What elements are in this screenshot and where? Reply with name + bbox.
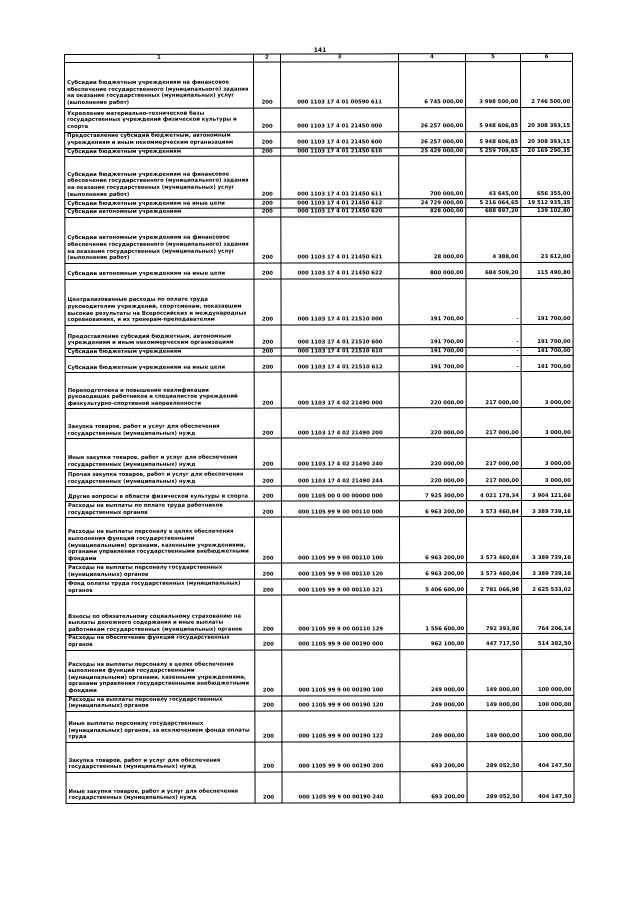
table-row: [65, 372, 573, 409]
row-executed-cell: 447 717,50: [467, 634, 522, 649]
row-executed-cell: 217 000,00: [466, 408, 521, 438]
row-remaining-cell: 100 000,00: [522, 710, 574, 741]
header-cell-executed: 5: [466, 54, 521, 62]
row-executed-cell: 688 897,20: [466, 208, 521, 217]
row-executed-cell: 3 998 500,00: [466, 61, 521, 107]
row-remaining-cell: 2 746 500,00: [521, 61, 573, 107]
row-plan-cell: 962 100,00: [400, 634, 467, 649]
row-name-cell: Расходы на выплаты персоналу государственных (муниципальных) органов: [66, 563, 255, 579]
row-code-cell: 200: [254, 132, 281, 148]
row-code-cell: 200: [254, 348, 281, 357]
row-remaining-cell: 3 389 739,16: [521, 501, 573, 517]
row-remaining-cell: 20 308 393,15: [521, 107, 573, 131]
row-executed-cell: 3 573 460,84: [467, 563, 522, 579]
row-code-cell: 200: [254, 501, 281, 517]
row-plan-cell: 6 963 200,00: [399, 517, 466, 563]
row-kbk-cell: 000 1105 99 9 00 00110 121: [282, 579, 400, 595]
row-remaining-cell: 20 308 393,15: [521, 131, 573, 147]
header-cell-plan: 4: [399, 54, 466, 62]
table-row: [66, 771, 574, 803]
row-executed-cell: 5 948 606,85: [466, 107, 521, 131]
table-row: [65, 408, 573, 439]
table-row: [65, 324, 573, 348]
table-row: [65, 278, 573, 325]
row-name-cell: Иные закупки товаров, работ и услуг для обеспечения государственных (муниципальных) нужд: [66, 772, 255, 803]
row-name-cell: Субсидии автономным учреждениям на иные цели: [65, 263, 254, 279]
row-kbk-cell: 000 1105 99 9 00 00190 240: [282, 772, 400, 803]
row-code-cell: 200: [254, 156, 281, 199]
row-plan-cell: 220 000,00: [399, 408, 466, 438]
row-name-cell: Субсидии бюджетным учреждениям: [65, 148, 254, 157]
row-plan-cell: 220 000,00: [399, 469, 466, 486]
row-remaining-cell: 191 700,00: [521, 347, 573, 356]
row-kbk-cell: 000 1103 17 4 01 21510 610: [281, 348, 399, 357]
row-kbk-cell: 000 1103 17 4 01 21510 600: [281, 325, 399, 348]
row-name-cell: Расходы на выплаты персоналу в целях обеспечения выполнения функций государственными (муниципальными) органами, казенными учреждениями, органами управления государственными внебюджетными фондами: [65, 517, 254, 563]
row-remaining-cell: 3 389 739,16: [522, 563, 574, 579]
row-kbk-cell: 000 1103 17 4 02 21490 200: [281, 408, 399, 438]
row-plan-cell: 25 429 000,00: [399, 147, 466, 156]
row-name-cell: Предоставление субсидий бюджетным, автономным учреждениям и иным некоммерческим организациям: [65, 132, 254, 148]
row-kbk-cell: 000 1103 17 4 01 21450 611: [281, 156, 399, 199]
row-code-cell: 200: [254, 217, 281, 263]
row-code-cell: 200: [254, 263, 281, 279]
header-cell-kbk: 3: [281, 54, 399, 62]
row-name-cell: Субсидии автономным учреждениям на финансовое обеспечение государственного (муниципального) задания на оказание государственных (муниципальных) услуг (выполнение работ): [65, 217, 254, 263]
header-cell-name: 1: [65, 54, 254, 62]
row-kbk-cell: 000 1103 17 4 01 21450 622: [281, 263, 399, 279]
row-kbk-cell: 000 1103 17 4 01 00590 611: [281, 61, 399, 107]
row-name-cell: Фонд оплаты труда государственных (муниципальных) органов: [66, 579, 255, 595]
row-remaining-cell: 19 512 935,35: [521, 199, 573, 208]
row-kbk-cell: 000 1103 17 4 01 21510 000: [281, 279, 399, 325]
row-kbk-cell: 000 1103 17 4 02 21490 000: [281, 372, 399, 408]
row-code-cell: 200: [254, 372, 281, 408]
row-name-cell: Закупка товаров, работ и услуг для обеспечения государственных (муниципальных) нужд: [65, 408, 254, 438]
row-code-cell: 200: [254, 208, 281, 217]
row-kbk-cell: 000 1105 99 9 00 00110 129: [282, 595, 400, 634]
row-plan-cell: 191 700,00: [399, 324, 466, 347]
row-name-cell: Расходы на выплаты по оплате труда работников государственных органов: [65, 501, 254, 517]
row-executed-cell: -: [466, 347, 521, 356]
row-plan-cell: 249 000,00: [400, 695, 467, 710]
table-row: [65, 517, 573, 564]
row-kbk-cell: 000 1103 17 4 01 21450 600: [281, 131, 399, 147]
row-plan-cell: 28 000,00: [399, 216, 466, 262]
row-name-cell: Расходы на обеспечение функций государственных органов: [66, 634, 255, 650]
row-code-cell: 200: [254, 199, 281, 208]
row-plan-cell: 800 000,00: [399, 262, 466, 278]
table-row: [65, 131, 573, 148]
row-name-cell: Переподготовка и повышение квалификации руководящих работников и специалистов учреждений физкультурно-спортивной направленности: [65, 372, 254, 408]
row-code-cell: 200: [255, 634, 282, 649]
row-executed-cell: 4 021 178,34: [466, 486, 521, 501]
row-name-cell: Субсидии бюджетным учреждениям: [65, 348, 254, 357]
row-plan-cell: 220 000,00: [399, 372, 466, 408]
row-remaining-cell: 100 000,00: [522, 649, 574, 695]
row-remaining-cell: 3 904 121,66: [521, 486, 573, 501]
row-remaining-cell: 20 169 290,35: [521, 147, 573, 156]
row-plan-cell: 26 257 000,00: [399, 131, 466, 147]
row-code-cell: 200: [255, 650, 282, 696]
row-name-cell: Субсидии автономным учреждениям: [65, 208, 254, 217]
row-plan-cell: 693 200,00: [400, 771, 467, 802]
row-name-cell: Другие вопросы в области физической культуры и спорта: [65, 486, 254, 501]
row-name-cell: Взносы по обязательному социальному страхованию на выплаты денежного содержания и иные выплаты работникам государственных (муниципальных) органов: [66, 595, 255, 634]
budget-table: [64, 53, 575, 804]
row-kbk-cell: 000 1103 17 4 01 21450 000: [281, 107, 399, 131]
table-row: [65, 107, 573, 132]
row-kbk-cell: 000 1103 17 4 01 21450 610: [281, 147, 399, 156]
row-plan-cell: 693 200,00: [400, 741, 467, 771]
row-executed-cell: 684 509,20: [466, 262, 521, 278]
table-row: [65, 156, 573, 200]
table-row: [66, 649, 574, 696]
row-kbk-cell: 000 1105 99 9 00 00110 100: [281, 517, 399, 563]
row-code-cell: 200: [254, 108, 281, 132]
row-plan-cell: 24 729 000,00: [399, 199, 466, 208]
row-kbk-cell: 000 1105 99 9 00 00190 122: [282, 711, 400, 742]
row-plan-cell: 6 963 200,00: [399, 501, 466, 517]
row-executed-cell: 2 781 066,98: [467, 579, 522, 595]
row-kbk-cell: 000 1105 00 0 00 00000 000: [281, 486, 399, 501]
table-row: [65, 356, 573, 373]
row-kbk-cell: 000 1105 99 9 00 00110 000: [281, 501, 399, 517]
row-remaining-cell: 3 000,00: [521, 469, 573, 486]
table-row: [66, 579, 574, 596]
row-code-cell: 200: [255, 595, 282, 634]
row-name-cell: Расходы на выплаты персоналу государственных (муниципальных) органов: [66, 696, 255, 712]
row-name-cell: Расходы на выплаты персоналу в целях обеспечения выполнения функций государственными (муниципальными) органами, казенными учреждениями, органами управления государственными внебюджетными фондами: [66, 650, 255, 696]
row-plan-cell: 249 000,00: [400, 710, 467, 741]
row-remaining-cell: 100 000,00: [522, 695, 574, 710]
row-plan-cell: 26 257 000,00: [399, 107, 466, 131]
row-kbk-cell: 000 1103 17 4 01 21510 612: [281, 356, 399, 372]
row-plan-cell: 6 963 200,00: [400, 563, 467, 579]
row-executed-cell: 289 052,50: [467, 741, 522, 771]
row-name-cell: Иные закупки товаров, работ и услуг для обеспечения государственных (муниципальных) нужд: [65, 438, 254, 469]
row-kbk-cell: 000 1105 99 9 00 00190 200: [282, 742, 400, 772]
row-code-cell: 200: [254, 517, 281, 563]
row-executed-cell: -: [466, 278, 521, 324]
row-kbk-cell: 000 1103 17 4 01 21450 621: [281, 217, 399, 263]
row-remaining-cell: 656 355,00: [521, 156, 573, 199]
row-plan-cell: 249 000,00: [400, 649, 467, 695]
row-remaining-cell: 191 700,00: [521, 356, 573, 372]
row-executed-cell: 5 948 606,85: [466, 131, 521, 147]
row-name-cell: Централизованные расходы по оплате труда руководителям учреждений, спортсменам, показавшим высокие результаты на Всероссийских и международных соревнованиях, и их тренерам-преподавателям: [65, 279, 254, 325]
row-code-cell: 200: [254, 356, 281, 372]
row-code-cell: 200: [254, 408, 281, 438]
table-row: [65, 486, 573, 502]
row-executed-cell: 217 000,00: [466, 469, 521, 486]
table-row: [66, 595, 574, 635]
row-code-cell: 200: [254, 62, 281, 108]
row-remaining-cell: 2 625 533,02: [522, 579, 574, 595]
row-kbk-cell: 000 1103 17 4 02 21490 240: [281, 438, 399, 469]
row-code-cell: 200: [254, 148, 281, 157]
row-executed-cell: 217 000,00: [466, 372, 521, 408]
row-kbk-cell: 000 1105 99 9 00 00110 120: [282, 563, 400, 579]
row-remaining-cell: 764 206,14: [522, 595, 574, 634]
row-executed-cell: 43 645,00: [466, 156, 521, 199]
row-name-cell: Закупка товаров, работ и услуг для обеспечения государственных (муниципальных) нужд: [66, 742, 255, 772]
table-row: [66, 741, 574, 772]
row-name-cell: Предоставление субсидий бюджетным, автономным учреждениям и иным некоммерческим организациям: [65, 325, 254, 348]
table-row: [66, 634, 574, 650]
row-kbk-cell: 000 1105 99 9 00 00190 120: [282, 695, 400, 710]
row-remaining-cell: 514 382,50: [522, 634, 574, 649]
row-executed-cell: 149 000,00: [467, 710, 522, 741]
row-plan-cell: 220 000,00: [399, 438, 466, 469]
table-row: [66, 563, 574, 580]
row-code-cell: 200: [254, 325, 281, 348]
table-row: [65, 438, 573, 470]
row-executed-cell: -: [466, 356, 521, 372]
row-remaining-cell: 139 102,80: [521, 208, 573, 217]
row-code-cell: 200: [255, 563, 282, 579]
page-number: 141: [313, 47, 327, 54]
row-executed-cell: 5 259 709,65: [466, 147, 521, 156]
row-plan-cell: 1 556 600,00: [400, 595, 467, 634]
row-plan-cell: 828 000,00: [399, 208, 466, 217]
header-cell-remaining: 6: [521, 53, 573, 61]
row-name-cell: Укрепление материально-технической базы государственных учреждений физической культуры и спорта: [65, 108, 254, 132]
row-plan-cell: 6 745 000,00: [399, 61, 466, 107]
row-name-cell: Субсидии бюджетным учреждениям на иные цели: [65, 199, 254, 208]
row-name-cell: Иные выплаты персоналу государственных (муниципальных) органов, за исключением фонда оплаты труда: [66, 711, 255, 742]
table-row: [65, 216, 573, 263]
row-plan-cell: 191 700,00: [399, 347, 466, 356]
row-remaining-cell: 404 147,50: [522, 771, 574, 802]
row-code-cell: 200: [255, 742, 282, 772]
row-plan-cell: 5 406 600,00: [400, 579, 467, 595]
row-code-cell: 200: [254, 469, 281, 486]
row-kbk-cell: 000 1105 99 9 00 00190 000: [282, 634, 400, 649]
row-code-cell: 200: [255, 772, 282, 803]
row-kbk-cell: 000 1103 17 4 01 21450 612: [281, 199, 399, 208]
row-kbk-cell: 000 1103 17 4 01 21450 620: [281, 208, 399, 217]
row-code-cell: 200: [254, 279, 281, 325]
row-executed-cell: 149 000,00: [467, 649, 522, 695]
header-cell-code: 2: [254, 54, 281, 62]
row-name-cell: Прочая закупка товаров, работ и услуг для обеспечения государственных (муниципальных) нужд: [65, 469, 254, 486]
table-row: [66, 695, 574, 711]
table-row: [65, 61, 573, 108]
row-remaining-cell: 115 490,80: [521, 262, 573, 278]
row-executed-cell: 4 388,00: [466, 216, 521, 262]
row-kbk-cell: 000 1103 17 4 02 21490 244: [281, 469, 399, 486]
row-remaining-cell: 3 000,00: [521, 438, 573, 469]
row-remaining-cell: 23 612,00: [521, 216, 573, 262]
row-code-cell: 200: [254, 486, 281, 501]
row-remaining-cell: 191 700,00: [521, 324, 573, 347]
row-code-cell: 200: [255, 579, 282, 595]
row-executed-cell: 5 216 064,65: [466, 199, 521, 208]
row-plan-cell: 700 000,00: [399, 156, 466, 199]
row-remaining-cell: 191 700,00: [521, 278, 573, 324]
row-executed-cell: 149 000,00: [467, 695, 522, 710]
row-code-cell: 200: [255, 696, 282, 711]
table-row: [65, 262, 573, 279]
row-remaining-cell: 3 389 739,16: [521, 517, 573, 563]
row-kbk-cell: 000 1105 99 9 00 00190 100: [282, 649, 400, 695]
row-remaining-cell: 3 000,00: [521, 372, 573, 408]
row-name-cell: Субсидии бюджетным учреждениям на финансовое обеспечение государственного (муниципального) задания на оказание государственных (муниципальных) услуг (выполнение работ): [65, 156, 254, 199]
row-name-cell: Субсидии бюджетным учреждениям на иные цели: [65, 356, 254, 372]
row-plan-cell: 191 700,00: [399, 278, 466, 324]
row-name-cell: Субсидии бюджетным учреждениям на финансовое обеспечение государственного (муниципального) задания на оказание государственных (муниципальных) услуг (выполнение работ): [65, 62, 254, 108]
row-plan-cell: 7 925 300,00: [399, 486, 466, 501]
row-executed-cell: 3 573 460,84: [466, 501, 521, 517]
row-executed-cell: 3 573 460,84: [466, 517, 521, 563]
row-remaining-cell: 404 147,50: [522, 741, 574, 771]
row-code-cell: 200: [255, 711, 282, 742]
row-plan-cell: 191 700,00: [399, 356, 466, 372]
table-row: [65, 501, 573, 518]
row-executed-cell: 289 052,50: [467, 771, 522, 802]
row-executed-cell: 792 393,86: [467, 595, 522, 634]
row-code-cell: 200: [254, 438, 281, 469]
row-remaining-cell: 3 000,00: [521, 408, 573, 438]
row-executed-cell: -: [466, 324, 521, 347]
table-row: [66, 710, 574, 742]
table-row: [65, 469, 573, 487]
row-executed-cell: 217 000,00: [466, 438, 521, 469]
